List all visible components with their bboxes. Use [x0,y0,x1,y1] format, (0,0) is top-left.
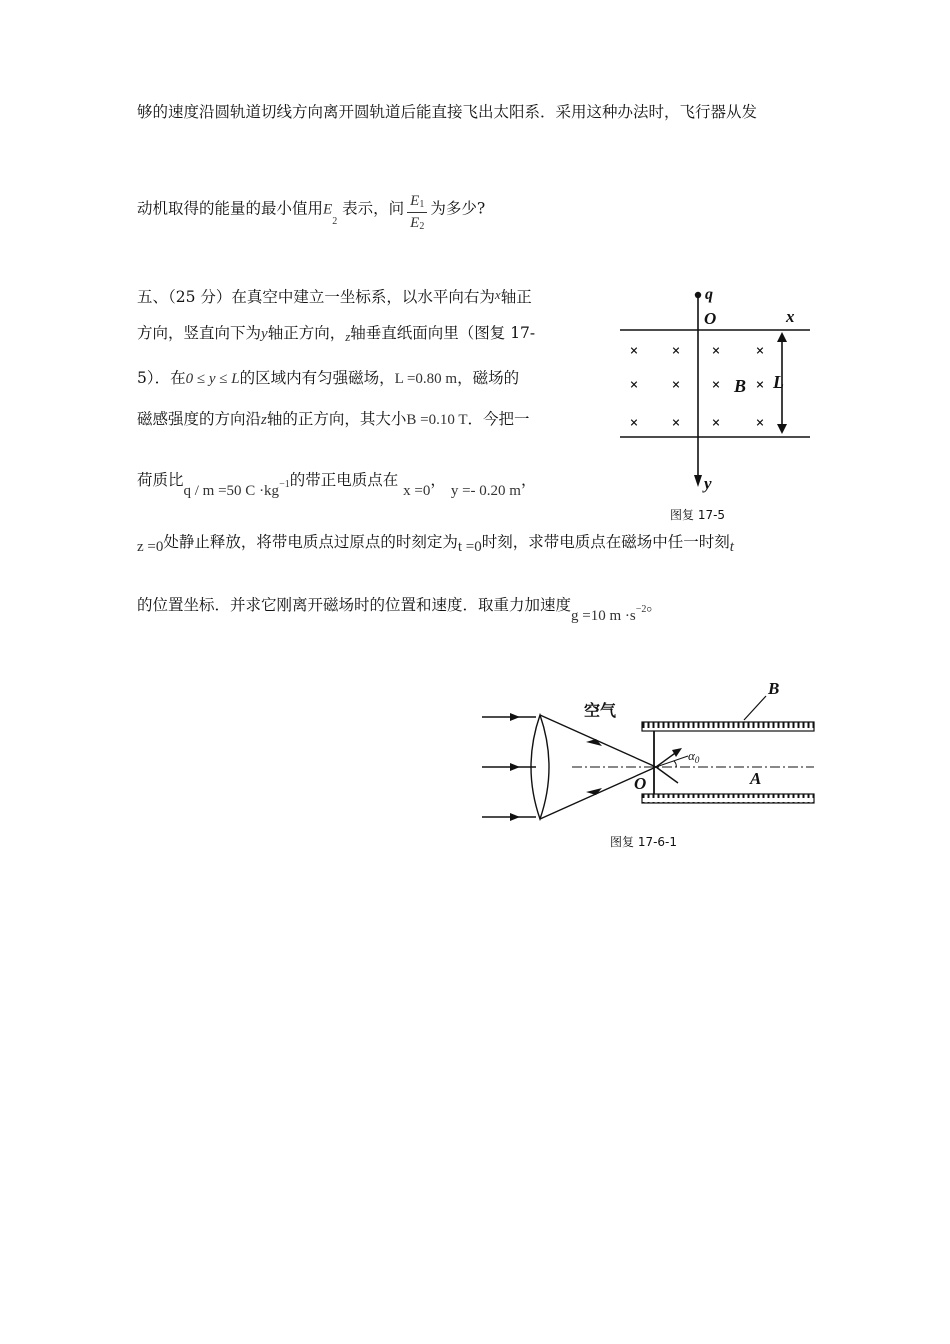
cross-mark: × [671,378,681,391]
text: 为多少? [430,199,486,218]
text: 表示，问 [342,199,405,218]
math-qm: q / m =50 C ·kg [183,483,280,499]
math-ineq: 0 ≤ y ≤ L [185,371,240,387]
text: 轴正方向， [267,324,346,342]
cross-mark: × [755,344,765,357]
label-O: O [704,309,717,328]
math-E: E [323,201,333,218]
text: 荷质比 [137,471,184,489]
problem5-line7 [137,595,662,624]
diverging-ray-bottom [656,767,678,783]
frac-num-sub: 1 [419,199,425,210]
cross-mark: × [711,416,721,429]
label-x: x [786,307,795,326]
cross-mark: × [711,344,721,357]
figure-17-6-1-svg [476,680,826,858]
figure-17-6-1 [476,680,826,858]
label-B: B [768,680,780,698]
text: 轴正 [500,288,532,306]
text: 的位置坐标．并求它刚离开磁场时的位置和速度．取重力加速度 [137,596,572,614]
frac-den: E [410,215,420,231]
math-y0: y =- 0.20 m [450,483,521,499]
L-arrow-top [777,332,787,342]
problem5-line3 [137,368,519,389]
text: 时刻，求带电质点在磁场中任一时刻 [481,533,730,551]
math-t0: t =0 [457,539,482,555]
problem5-line6 [137,532,734,553]
figure-17-6-1-caption: 图复 17-6-1 [610,835,678,849]
math-g: g =10 m ·s [571,608,636,624]
text: 5）．在 [137,369,186,387]
figure-17-5 [610,282,820,527]
math-B: B =0.10 T [406,412,468,428]
math-y: y [261,326,268,342]
alpha: α [688,748,695,763]
text: 方向，竖直向下为 [137,324,262,342]
alpha-ray [656,756,688,767]
cross-mark: × [629,416,639,429]
text: ，磁场的 [457,369,520,387]
label-alpha [688,748,700,765]
figure-17-5-svg [610,282,820,527]
arrowhead [586,788,602,795]
label-y: y [704,474,712,493]
fiber-cladding-top [642,722,814,731]
fiber-cladding-bottom [642,794,814,803]
problem5-line5 [137,470,537,499]
arrowhead [510,813,520,821]
math-exp: −2 [635,604,647,615]
frac-den-sub: 2 [419,221,425,232]
cross-mark: × [671,416,681,429]
cross-mark: × [711,378,721,391]
figure-17-5-caption: 图复 17-5 [670,508,726,522]
math-x0: x =0 [403,483,431,499]
math-z: z [261,412,267,428]
cross-mark: × [671,344,681,357]
label-L: L [773,372,784,392]
text: 动机取得的能量的最小值用 [137,199,324,218]
math-z: z [345,329,351,344]
text: 。 [646,596,662,614]
charge-point [695,292,701,298]
text: 的区域内有匀强磁场， [239,369,395,387]
text: 磁感强度的方向沿 [137,410,262,428]
paragraph1-line2 [137,188,485,231]
cross-mark: × [755,378,765,391]
arrowhead [510,713,520,721]
math-exp: −1 [279,479,290,490]
alpha-sub: 0 [694,755,700,765]
problem5-line1 [137,287,532,308]
text: ．今把一 [467,410,530,428]
arrowhead [672,748,682,757]
math-L: L =0.80 m [394,371,458,387]
label-O: O [634,774,647,793]
math-sub: 2 [332,215,338,227]
text: 轴的正方向，其大小 [266,410,407,428]
B-leader-line [744,696,766,720]
label-A: A [750,769,762,788]
cross-mark: × [755,416,765,429]
math-x: x [494,287,501,302]
text: 的带正电质点在 [289,471,399,489]
frac-num: E [410,193,420,209]
cross-mark: × [629,344,639,357]
label-B: B [734,376,747,396]
arrowhead [586,739,602,746]
fraction-E1-E2 [407,192,427,235]
text: 够的速度沿圆轨道切线方向离开圆轨道后能直接飞出太阳系．采用这种办法时，飞行器从发 [137,103,758,121]
problem5-line4 [137,409,530,430]
text: ， [430,471,446,489]
text: 五、（25 分）在真空中建立一坐标系，以水平向右为 [137,288,495,306]
paragraph1-line1 [137,102,757,122]
math-t: t [729,539,734,555]
arrowhead [510,763,520,771]
math-z0: z =0 [137,539,164,555]
text: 轴垂直纸面向里（图复 17- [350,324,536,342]
L-arrow-bottom [777,424,787,434]
text: ， [520,471,537,489]
problem5-line2 [137,323,535,344]
alpha-arc [674,761,676,767]
text: 处静止释放，将带电质点过原点的时刻定为 [163,533,458,551]
cross-mark: × [629,378,639,391]
label-q: q [705,286,713,303]
converging-ray-top [540,715,656,767]
label-air: 空气 [584,701,617,720]
y-axis-arrow [694,475,702,487]
